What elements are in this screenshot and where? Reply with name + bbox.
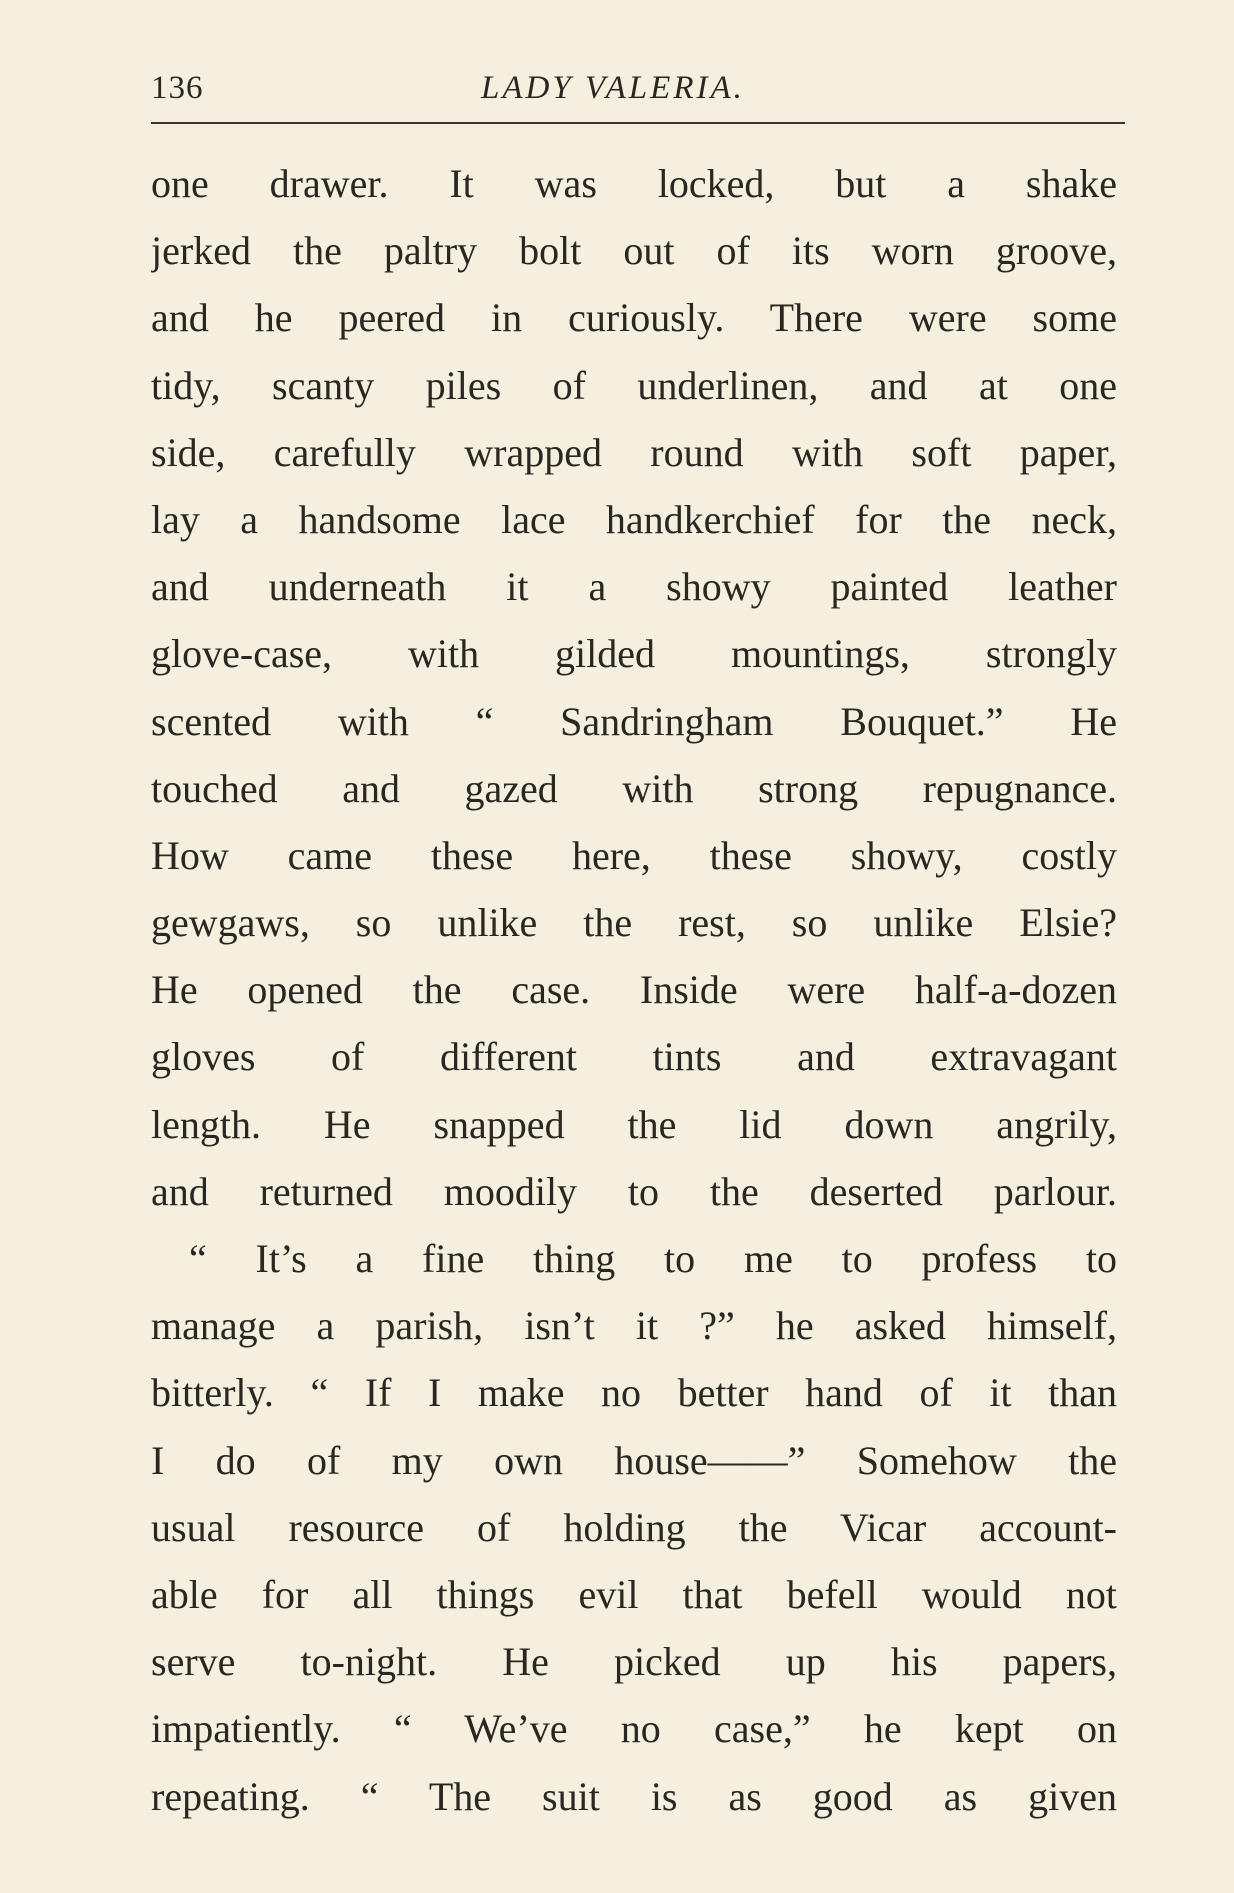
text-line: gewgaws, so unlike the rest, so unlike Elsie? [151,900,1117,946]
text-line: “ It’s a fine thing to me to profess to [189,1236,1117,1281]
header-rule [151,122,1125,124]
text-line: touched and gazed with strong repugnance. [151,765,1117,811]
text-line: He opened the case. Inside were half-a-dozen [151,967,1117,1013]
text-line: length. He snapped the lid down angrily, [151,1101,1117,1147]
text-line: I do of my own house——” Somehow the [151,1437,1117,1483]
text-line: repeating. “ The suit is as good as given [151,1773,1117,1819]
running-head [151,66,1125,114]
page-number: 136 [151,70,204,106]
text-line: lay a handsome lace handkerchief for the neck, [151,496,1117,542]
text-line: scented with “ Sandringham Bouquet.” He [151,698,1117,744]
text-line: impatiently. “ We’ve no case,” he kept on [151,1706,1117,1752]
body-text [151,150,1117,1830]
text-line: jerked the paltry bolt out of its worn groove, [151,228,1117,274]
text-line: and underneath it a showy painted leather [151,564,1117,610]
text-line: one drawer. It was locked, but a shake [151,161,1117,206]
text-line: How came these here, these showy, costly [151,832,1117,878]
text-line: bitterly. “ If I make no better hand of it than [151,1370,1117,1416]
text-line: side, carefully wrapped round with soft paper, [151,429,1117,475]
text-line: tidy, scanty piles of underlinen, and at one [151,362,1117,408]
text-line: serve to-night. He picked up his papers, [151,1639,1117,1685]
text-line: and returned moodily to the deserted parlour. [151,1168,1117,1214]
text-line: usual resource of holding the Vicar account- [151,1504,1117,1550]
text-line: glove-case, with gilded mountings, strongly [151,631,1117,677]
text-line: and he peered in curiously. There were some [151,295,1117,341]
text-line: gloves of different tints and extravagant [151,1034,1117,1080]
text-line: manage a parish, isn’t it ?” he asked himself, [151,1303,1117,1349]
text-line: able for all things evil that befell would not [151,1571,1117,1617]
running-title: LADY VALERIA. [481,70,745,106]
